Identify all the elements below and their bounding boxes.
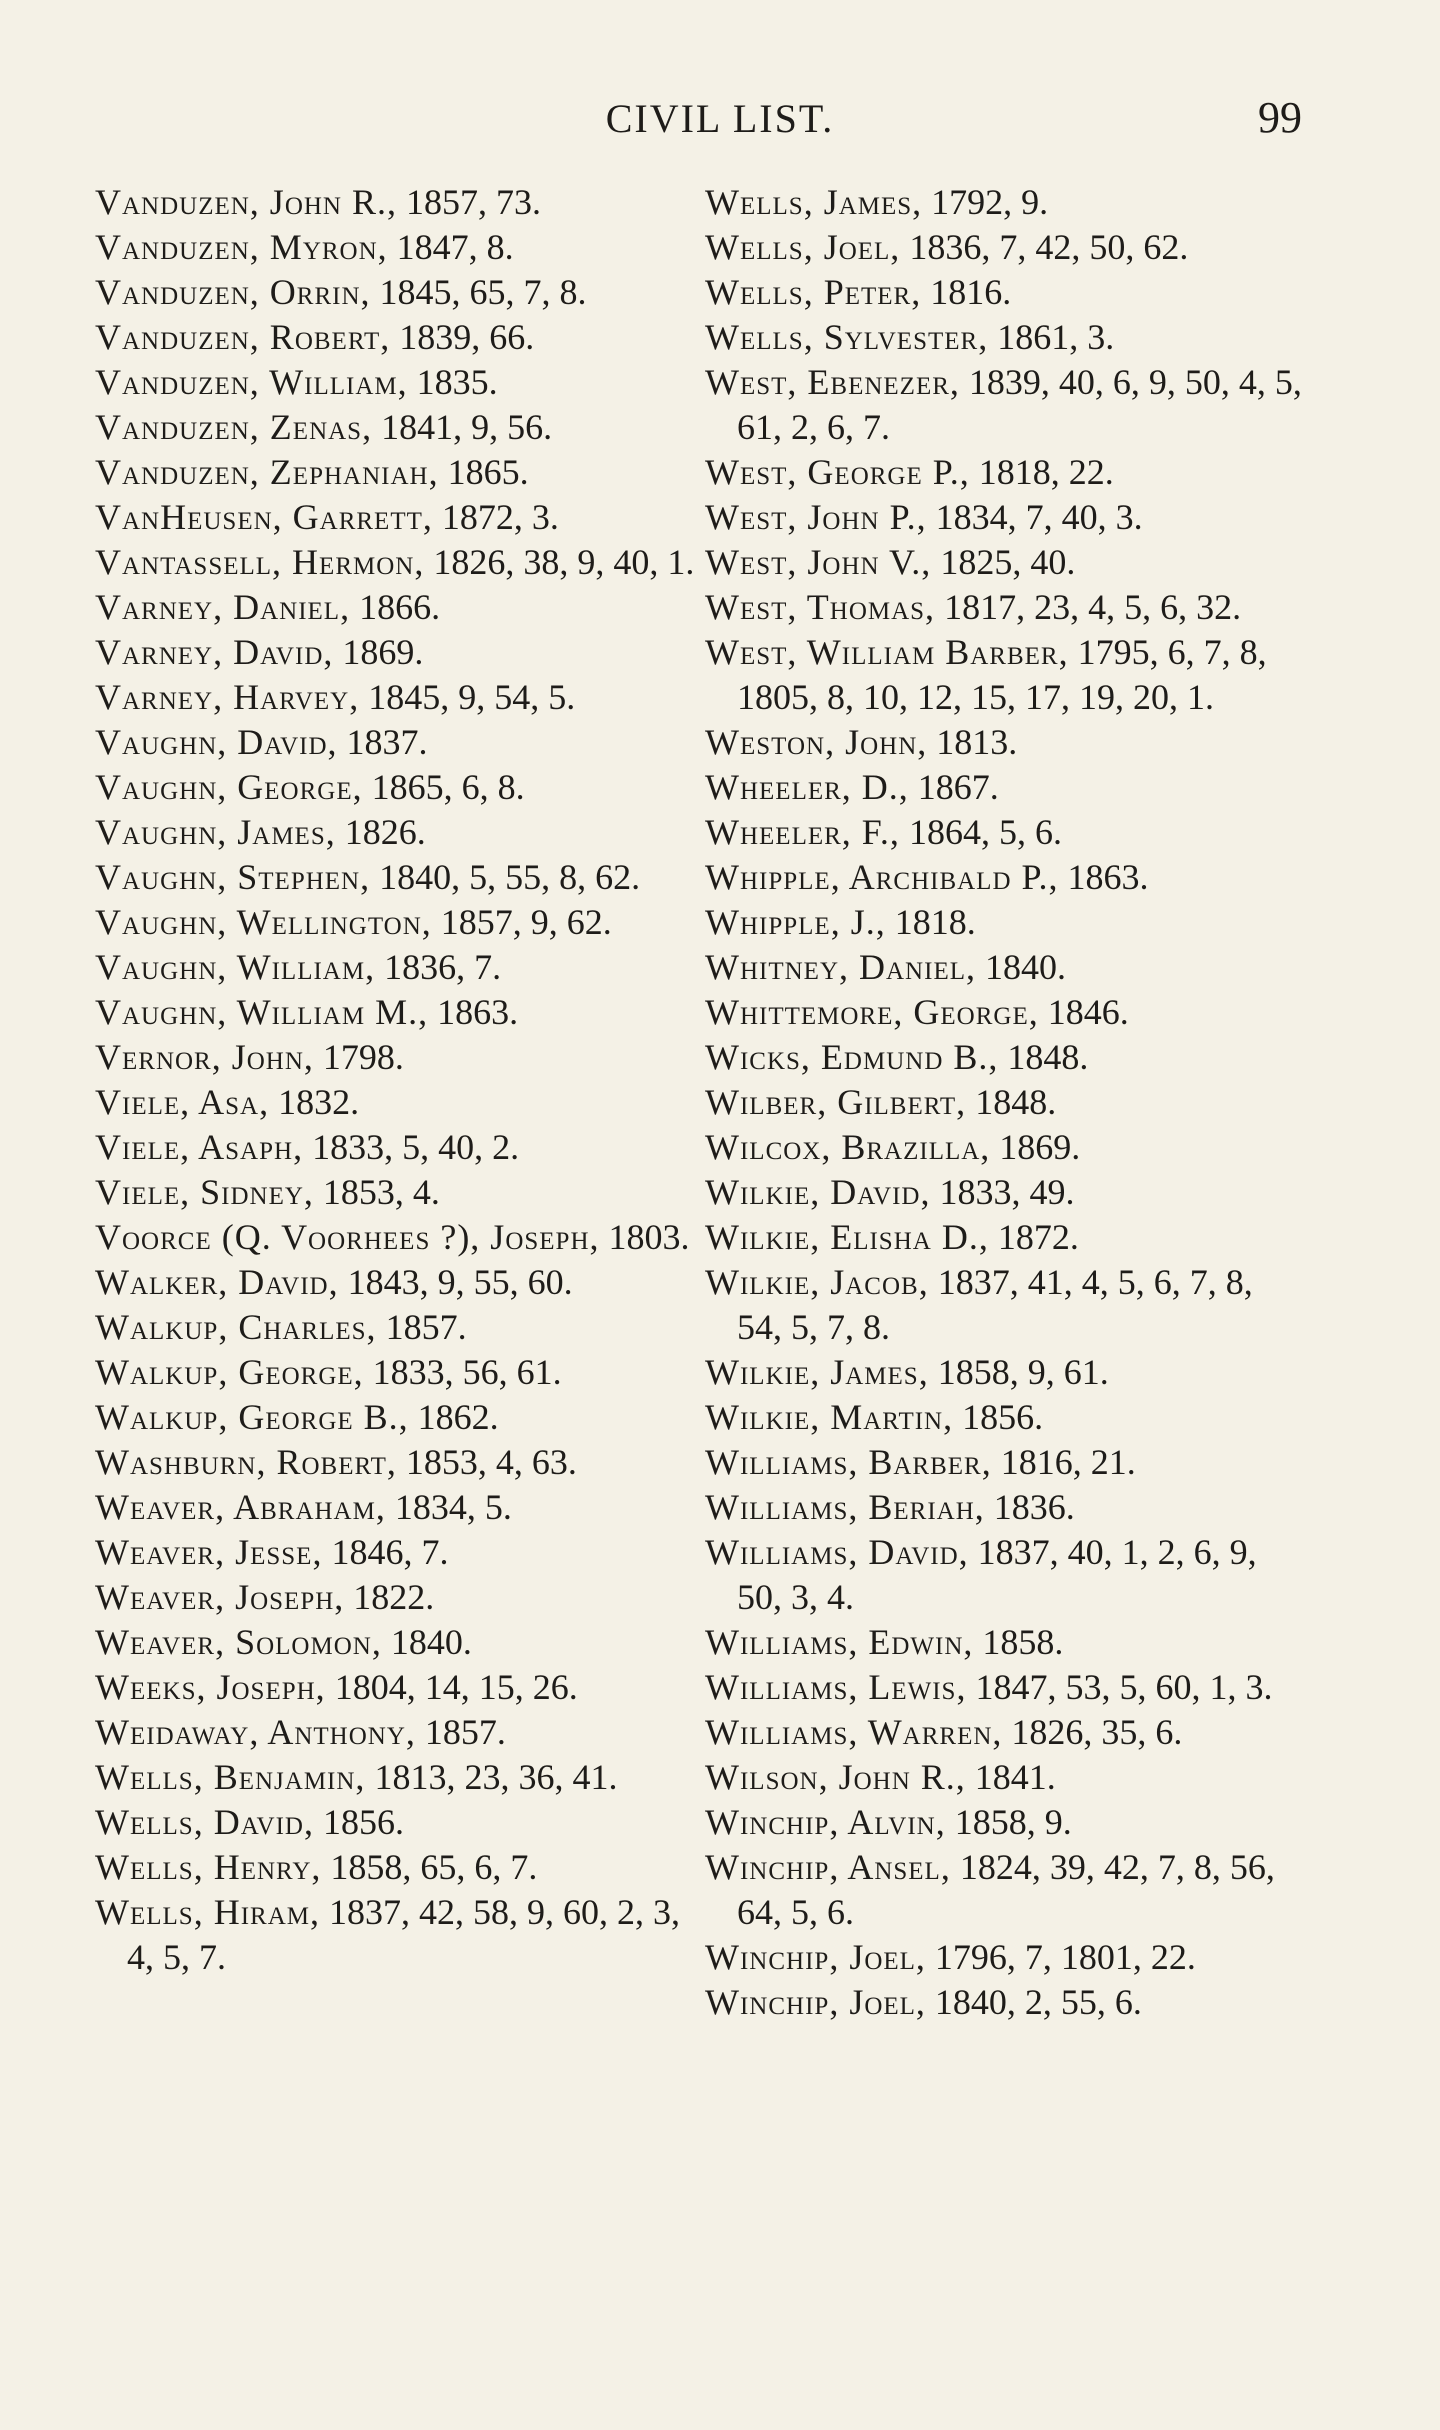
- entry-name: Vernor, John,: [95, 1037, 314, 1077]
- index-entry: [95, 405, 705, 450]
- entry-details: 1835.: [416, 362, 498, 402]
- index-entry: [95, 1080, 705, 1125]
- entry-name: Wilkie, Jacob,: [705, 1262, 929, 1302]
- index-entry: [95, 810, 705, 855]
- entry-name: Winchip, Joel,: [705, 1937, 926, 1977]
- entry-details: 1858.: [982, 1622, 1064, 1662]
- entry-details: 1833, 56, 61.: [372, 1352, 562, 1392]
- index-entry: [95, 1260, 705, 1305]
- entry-details: 1792, 9.: [931, 182, 1049, 222]
- entry-details: 1846, 7.: [331, 1532, 449, 1572]
- entry-name: Whitney, Daniel,: [705, 947, 976, 987]
- index-entry: [705, 1710, 1305, 1755]
- entry-name: Wells, Henry,: [95, 1847, 322, 1887]
- entry-details: 1813.: [936, 722, 1018, 762]
- index-entry: [95, 990, 705, 1035]
- entry-details: 1845, 9, 54, 5.: [368, 677, 576, 717]
- index-entry: [705, 1755, 1305, 1800]
- entry-details: 1817, 23, 4, 5, 6, 32.: [944, 587, 1242, 627]
- entry-name: Varney, Daniel,: [95, 587, 351, 627]
- entry-name: Weaver, Solomon,: [95, 1622, 382, 1662]
- entry-name: Walkup, George,: [95, 1352, 364, 1392]
- entry-details: 1863.: [437, 992, 519, 1032]
- index-entry: [705, 990, 1305, 1035]
- index-entry: [95, 720, 705, 765]
- entry-details: 1840, 5, 55, 8, 62.: [379, 857, 641, 897]
- entry-details: 1825, 40.: [940, 542, 1076, 582]
- index-entry: [95, 540, 705, 585]
- index-entry: [705, 315, 1305, 360]
- entry-name: Varney, Harvey,: [95, 677, 360, 717]
- entry-details: 1866.: [359, 587, 441, 627]
- index-entry: [705, 1665, 1305, 1710]
- index-entry: [95, 1845, 705, 1890]
- entry-name: Viele, Sidney,: [95, 1172, 314, 1212]
- entry-details: 1837, 41, 4, 5, 6, 7, 8, 54, 5, 7, 8.: [737, 1262, 1253, 1347]
- index-entry: [95, 1485, 705, 1530]
- entry-name: Vaughn, Stephen,: [95, 857, 371, 897]
- index-entry: [705, 720, 1305, 765]
- entry-name: Wells, Hiram,: [95, 1892, 320, 1932]
- entry-details: 1834, 5.: [394, 1487, 512, 1527]
- entry-name: Weaver, Jesse,: [95, 1532, 323, 1572]
- entry-details: 1858, 9.: [954, 1802, 1072, 1842]
- index-column-left: [95, 180, 705, 1980]
- entry-details: 1857.: [424, 1712, 506, 1752]
- entry-name: Wells, Sylvester,: [705, 317, 989, 357]
- entry-name: Weaver, Joseph,: [95, 1577, 345, 1617]
- index-entry: [705, 1395, 1305, 1440]
- entry-details: 1846.: [1047, 992, 1129, 1032]
- index-entry: [705, 1980, 1305, 2025]
- entry-details: 1798.: [322, 1037, 404, 1077]
- entry-details: 1865.: [447, 452, 529, 492]
- index-entry: [705, 360, 1305, 450]
- entry-name: Williams, Lewis,: [705, 1667, 967, 1707]
- entry-name: Wilson, John R.,: [705, 1757, 966, 1797]
- entry-name: Wilkie, Martin,: [705, 1397, 954, 1437]
- entry-name: Whipple, J.,: [705, 902, 886, 942]
- index-entry: [705, 900, 1305, 945]
- index-entry: [95, 1665, 705, 1710]
- index-column-right: [705, 180, 1305, 2025]
- entry-details: 1813, 23, 36, 41.: [374, 1757, 618, 1797]
- entry-details: 1816, 21.: [1000, 1442, 1136, 1482]
- entry-details: 1840.: [390, 1622, 472, 1662]
- entry-details: 1847, 8.: [396, 227, 514, 267]
- index-entry: [95, 1035, 705, 1080]
- index-entry: [705, 765, 1305, 810]
- entry-details: 1796, 7, 1801, 22.: [934, 1937, 1196, 1977]
- index-entry: [705, 1935, 1305, 1980]
- entry-details: 1826.: [344, 812, 426, 852]
- index-entry: [705, 225, 1305, 270]
- entry-name: Vanduzen, William,: [95, 362, 408, 402]
- entry-details: 1861, 3.: [997, 317, 1115, 357]
- entry-name: Vanduzen, John R.,: [95, 182, 397, 222]
- index-entry: [95, 855, 705, 900]
- entry-name: Williams, Beriah,: [705, 1487, 985, 1527]
- entry-details: 1834, 7, 40, 3.: [935, 497, 1143, 537]
- index-entry: [95, 1620, 705, 1665]
- index-entry: [705, 1215, 1305, 1260]
- entry-name: Wilkie, Elisha D.,: [705, 1217, 989, 1257]
- entry-name: West, Thomas,: [705, 587, 936, 627]
- entry-name: Vanduzen, Zenas,: [95, 407, 373, 447]
- index-entry: [705, 1350, 1305, 1395]
- index-entry: [95, 1890, 705, 1980]
- index-entry: [95, 1395, 705, 1440]
- entry-details: 1869.: [342, 632, 424, 672]
- index-entry: [705, 495, 1305, 540]
- entry-details: 1824, 39, 42, 7, 8, 56, 64, 5, 6.: [737, 1847, 1275, 1932]
- entry-details: 1837, 42, 58, 9, 60, 2, 3, 4, 5, 7.: [127, 1892, 680, 1977]
- entry-name: VanHeusen, Garrett,: [95, 497, 433, 537]
- index-entry: [95, 1125, 705, 1170]
- entry-name: Weaver, Abraham,: [95, 1487, 386, 1527]
- entry-details: 1858, 65, 6, 7.: [330, 1847, 538, 1887]
- index-entry: [95, 1305, 705, 1350]
- index-entry: [705, 810, 1305, 855]
- entry-name: Winchip, Joel,: [705, 1982, 926, 2022]
- entry-name: Williams, Barber,: [705, 1442, 992, 1482]
- entry-name: Vaughn, William,: [95, 947, 376, 987]
- index-entry: [95, 1710, 705, 1755]
- entry-name: Wells, David,: [95, 1802, 314, 1842]
- entry-name: Walkup, Charles,: [95, 1307, 377, 1347]
- index-entry: [705, 1845, 1305, 1935]
- index-entry: [705, 855, 1305, 900]
- index-entry: [95, 1215, 705, 1260]
- entry-name: Vantassell, Hermon,: [95, 542, 425, 582]
- entry-details: 1840.: [984, 947, 1066, 987]
- entry-name: Viele, Asaph,: [95, 1127, 304, 1167]
- index-entry: [95, 765, 705, 810]
- index-entry: [95, 315, 705, 360]
- entry-details: 1837.: [346, 722, 428, 762]
- entry-name: Williams, Warren,: [705, 1712, 1003, 1752]
- entry-name: Winchip, Alvin,: [705, 1802, 946, 1842]
- entry-details: 1848.: [1007, 1037, 1089, 1077]
- index-entry: [95, 675, 705, 720]
- entry-details: 1857, 73.: [406, 182, 541, 222]
- entry-details: 1853, 4.: [322, 1172, 440, 1212]
- entry-name: West, William Barber,: [705, 632, 1069, 672]
- entry-name: West, Ebenezer,: [705, 362, 960, 402]
- entry-name: Varney, David,: [95, 632, 334, 672]
- index-entry: [705, 270, 1305, 315]
- entry-details: 1867.: [917, 767, 999, 807]
- index-entry: [705, 1035, 1305, 1080]
- entry-details: 1864, 5, 6.: [908, 812, 1062, 852]
- entry-details: 1872.: [997, 1217, 1079, 1257]
- entry-name: Wilcox, Brazilla,: [705, 1127, 991, 1167]
- entry-details: 1840, 2, 55, 6.: [934, 1982, 1142, 2022]
- entry-details: 1845, 65, 7, 8.: [379, 272, 587, 312]
- entry-name: Walkup, George B.,: [95, 1397, 409, 1437]
- entry-details: 1865, 6, 8.: [371, 767, 525, 807]
- entry-name: Wilber, Gilbert,: [705, 1082, 967, 1122]
- entry-name: Whittemore, George,: [705, 992, 1039, 1032]
- entry-name: Whipple, Archibald P.,: [705, 857, 1059, 897]
- entry-name: Wells, Benjamin,: [95, 1757, 366, 1797]
- entry-name: Wheeler, D.,: [705, 767, 909, 807]
- entry-name: Weeks, Joseph,: [95, 1667, 326, 1707]
- entry-name: Vaughn, George,: [95, 767, 363, 807]
- entry-details: 1869.: [999, 1127, 1081, 1167]
- index-entry: [705, 450, 1305, 495]
- entry-details: 1833, 5, 40, 2.: [312, 1127, 520, 1167]
- index-entry: [705, 585, 1305, 630]
- index-entry: [95, 1440, 705, 1485]
- entry-details: 1833, 49.: [939, 1172, 1075, 1212]
- index-entry: [705, 1440, 1305, 1485]
- index-entry: [705, 1170, 1305, 1215]
- entry-name: West, John P.,: [705, 497, 927, 537]
- entry-details: 1837, 40, 1, 2, 6, 9, 50, 3, 4.: [737, 1532, 1257, 1617]
- entry-name: Wells, Joel,: [705, 227, 901, 267]
- index-entry: [705, 540, 1305, 585]
- entry-details: 1843, 9, 55, 60.: [347, 1262, 573, 1302]
- entry-name: Winchip, Ansel,: [705, 1847, 951, 1887]
- index-entry: [95, 1530, 705, 1575]
- entry-name: Wilkie, James,: [705, 1352, 929, 1392]
- entry-details: 1839, 40, 6, 9, 50, 4, 5, 61, 2, 6, 7.: [737, 362, 1302, 447]
- entry-name: Weidaway, Anthony,: [95, 1712, 416, 1752]
- entry-details: 1803.: [608, 1217, 690, 1257]
- entry-name: Wicks, Edmund B.,: [705, 1037, 999, 1077]
- index-entry: [95, 1170, 705, 1215]
- index-entry: [705, 1485, 1305, 1530]
- index-entry: [95, 360, 705, 405]
- entry-details: 1818.: [894, 902, 976, 942]
- entry-details: 1795, 6, 7, 8, 1805, 8, 10, 12, 15, 17, 19, 20, 1.: [737, 632, 1267, 717]
- index-entry: [95, 585, 705, 630]
- index-entry: [95, 945, 705, 990]
- entry-details: 1836.: [993, 1487, 1075, 1527]
- entry-name: Walker, David,: [95, 1262, 339, 1302]
- entry-name: Wells, Peter,: [705, 272, 922, 312]
- index-entry: [705, 1080, 1305, 1125]
- entry-details: 1836, 7.: [384, 947, 502, 987]
- entry-name: Williams, David,: [705, 1532, 969, 1572]
- index-entry: [95, 1800, 705, 1845]
- index-entry: [705, 1530, 1305, 1620]
- page-number: 99: [1258, 93, 1302, 142]
- entry-name: Wilkie, David,: [705, 1172, 931, 1212]
- entry-name: Vanduzen, Robert,: [95, 317, 391, 357]
- entry-details: 1804, 14, 15, 26.: [334, 1667, 578, 1707]
- entry-details: 1847, 53, 5, 60, 1, 3.: [975, 1667, 1273, 1707]
- entry-details: 1826, 38, 9, 40, 1.: [433, 542, 695, 582]
- entry-name: Wheeler, F.,: [705, 812, 900, 852]
- entry-name: Vanduzen, Myron,: [95, 227, 388, 267]
- index-entry: [95, 1350, 705, 1395]
- entry-name: West, John V.,: [705, 542, 932, 582]
- entry-name: Vanduzen, Zephaniah,: [95, 452, 439, 492]
- entry-name: Viele, Asa,: [95, 1082, 270, 1122]
- entry-details: 1818, 22.: [978, 452, 1114, 492]
- entry-details: 1862.: [417, 1397, 499, 1437]
- entry-details: 1839, 66.: [399, 317, 535, 357]
- entry-name: Vaughn, David,: [95, 722, 338, 762]
- entry-name: Weston, John,: [705, 722, 928, 762]
- entry-details: 1822.: [353, 1577, 435, 1617]
- index-entry: [95, 495, 705, 540]
- index-entry: [95, 270, 705, 315]
- entry-name: West, George P.,: [705, 452, 970, 492]
- entry-details: 1816.: [930, 272, 1012, 312]
- index-entry: [95, 1755, 705, 1800]
- entry-name: Vaughn, Wellington,: [95, 902, 432, 942]
- index-entry: [95, 900, 705, 945]
- index-entry: [705, 1620, 1305, 1665]
- entry-details: 1872, 3.: [441, 497, 559, 537]
- index-entry: [705, 630, 1305, 720]
- entry-name: Vaughn, William M.,: [95, 992, 429, 1032]
- entry-details: 1863.: [1067, 857, 1149, 897]
- index-entry: [705, 1260, 1305, 1350]
- entry-name: Vanduzen, Orrin,: [95, 272, 371, 312]
- entry-details: 1841.: [974, 1757, 1056, 1797]
- entry-details: 1848.: [975, 1082, 1057, 1122]
- index-entry: [95, 180, 705, 225]
- index-entry: [705, 180, 1305, 225]
- entry-name: Vaughn, James,: [95, 812, 336, 852]
- entry-details: 1826, 35, 6.: [1011, 1712, 1183, 1752]
- entry-details: 1841, 9, 56.: [381, 407, 553, 447]
- index-entry: [95, 225, 705, 270]
- index-entry: [95, 630, 705, 675]
- entry-name: Wells, James,: [705, 182, 923, 222]
- entry-details: 1853, 4, 63.: [405, 1442, 577, 1482]
- entry-details: 1836, 7, 42, 50, 62.: [909, 227, 1189, 267]
- index-entry: [705, 1800, 1305, 1845]
- index-entry: [705, 945, 1305, 990]
- entry-name: Williams, Edwin,: [705, 1622, 974, 1662]
- entry-details: 1858, 9, 61.: [937, 1352, 1109, 1392]
- entry-name: Voorce (Q. Voorhees ?), Joseph,: [95, 1217, 600, 1257]
- running-title: CIVIL LIST.: [605, 96, 835, 141]
- index-entry: [705, 1125, 1305, 1170]
- entry-details: 1857.: [385, 1307, 467, 1347]
- entry-details: 1856.: [322, 1802, 404, 1842]
- entry-details: 1832.: [278, 1082, 360, 1122]
- entry-details: 1857, 9, 62.: [440, 902, 612, 942]
- index-entry: [95, 1575, 705, 1620]
- entry-details: 1856.: [962, 1397, 1044, 1437]
- index-entry: [95, 450, 705, 495]
- entry-name: Washburn, Robert,: [95, 1442, 397, 1482]
